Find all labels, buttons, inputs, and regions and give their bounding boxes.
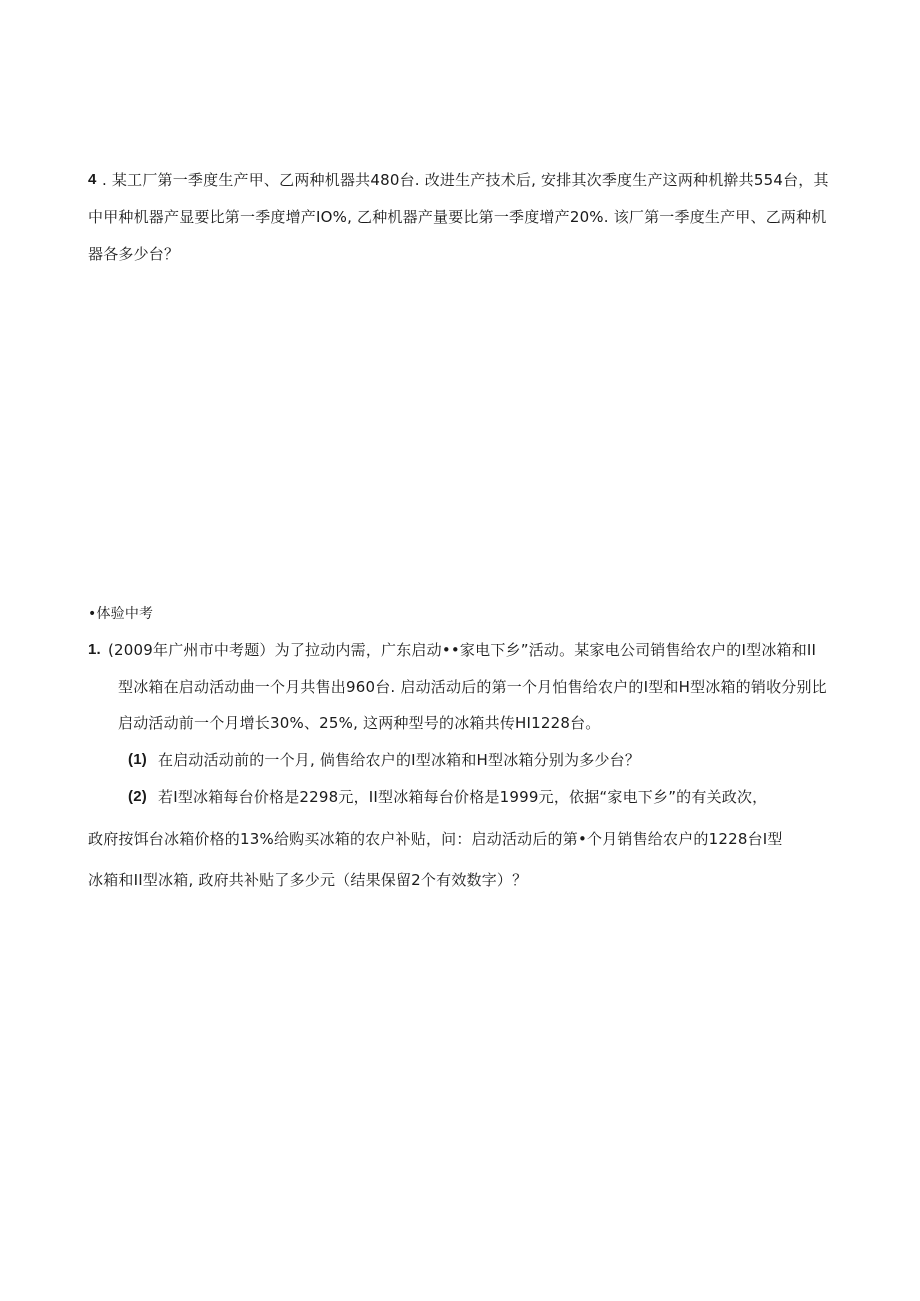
section-title: •体验中考 — [88, 606, 154, 622]
problem-1-line-3: 启动活动前一个月增长30%、25%, 这两种型号的冰箱共传HI1228台。 — [118, 714, 601, 732]
problem-1-line-4: 政府按饵台冰箱价格的13%给购买冰箱的农户补贴，问：启动活动后的第•个月销售给农户的1228台I型 — [88, 830, 783, 848]
problem-4-line-2: 中甲种机器产显要比第一季度增产IO%, 乙种机器产量要比第一季度增产20%. 该厂第一季度生产甲、乙两种机 — [88, 208, 827, 226]
sub-question-2-label: (2) — [128, 788, 147, 805]
sub-question-1-text: 在启动活动前的一个月, 倘售给农户的I型冰箱和H型冰箱分别为多少台？ — [158, 751, 641, 769]
problem-1-number: 1. — [88, 641, 101, 658]
problem-1-line-2: 型冰箱在启动活动曲一个月共售出960台. 启动活动后的第一个月怕售给农户的I型和H型冰箱的销收分别比 — [118, 678, 827, 696]
problem-4-line-3: 器各多少台？ — [88, 245, 180, 263]
problem-1-line-5: 冰箱和II型冰箱, 政府共补贴了多少元（结果保留2个有效数字）？ — [88, 871, 528, 889]
problem-4-line-1: . 某工厂第一季度生产甲、乙两种机器共480台. 改进生产技术后, 安排其次季度生产这两种机擀共554台，其 — [102, 171, 829, 189]
sub-question-2-text: 若I型冰箱每台价格是2298元，II型冰箱每台价格是1999元，依据“家电下乡”的有关政次， — [158, 788, 768, 806]
problem-1-line-1: (2009年广州市中考题）为了拉动内需，广东启动••家电下乡”活动。某家电公司销售给农户的I型冰箱和II — [108, 641, 817, 659]
problem-4-number: 4 — [88, 171, 97, 188]
sub-question-1-label: (1) — [128, 751, 147, 768]
